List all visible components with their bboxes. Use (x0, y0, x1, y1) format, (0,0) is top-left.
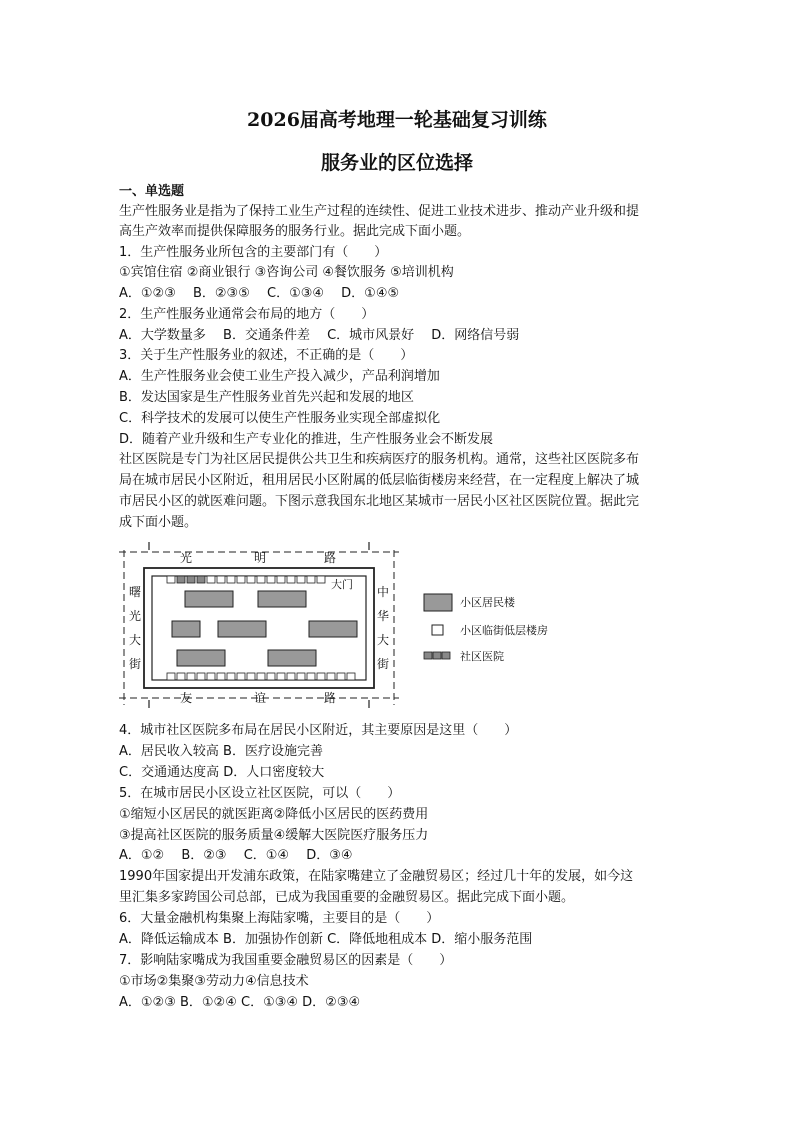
road-left-char-1: 曙 (129, 585, 142, 599)
question-4-options-ab: A．居民收入较高 B．医疗设施完善 (119, 744, 323, 759)
legend-swatch-hospital (424, 652, 450, 659)
road-right-char-4: 街 (377, 657, 390, 671)
question-1-items: ①宾馆住宿 ②商业银行 ③咨询公司 ④餐饮服务 ⑤培训机构 (119, 265, 454, 280)
road-left-char-3: 大 (129, 633, 142, 647)
road-bottom-char-3: 路 (324, 691, 337, 705)
page-title: 2026届高考地理一轮基础复习训练 (247, 109, 547, 131)
road-bottom-char-2: 谊 (254, 691, 267, 705)
road-left-char-2: 光 (129, 609, 142, 623)
question-7-options: A．①②③ B．①②④ C．①③④ D．②③④ (119, 995, 361, 1010)
question-3-option-c: C．科学技术的发展可以使生产性服务业实现全部虚拟化 (119, 411, 441, 426)
road-top-char-2: 明 (254, 551, 267, 565)
road-right-char-3: 大 (377, 633, 390, 647)
gate-label: 大门 (331, 579, 353, 591)
question-2-options: A．大学数量多 B．交通条件差 C．城市风景好 D．网络信号弱 (119, 328, 520, 343)
road-bottom-char-1: 友 (180, 691, 193, 705)
question-3: 3．关于生产性服务业的叙述，不正确的是（ ） (119, 348, 414, 363)
question-4-options-cd: C．交通通达度高 D．人口密度较大 (119, 765, 325, 780)
passage-3-line-2: 里汇集多家跨国公司总部，已成为我国重要的金融贸易区。据此完成下面小题。 (119, 890, 575, 905)
passage-1-line-2: 高生产效率而提供保障服务的服务行业。据此完成下面小题。 (119, 224, 471, 239)
question-1: 1．生产性服务业所包含的主要部门有（ ） (119, 245, 388, 260)
legend-label-residential: 小区居民楼 (460, 596, 515, 609)
question-5-items-1: ①缩短小区居民的就医距离②降低小区居民的医药费用 (119, 807, 429, 822)
passage-2-line-3: 市居民小区的就医难问题。下图示意我国东北地区某城市一居民小区社区医院位置。据此完 (119, 494, 640, 509)
road-right-char-1: 中 (377, 585, 390, 599)
question-7: 7．影响陆家嘴成为我国重要金融贸易区的因素是（ ） (119, 953, 453, 968)
question-6-options: A．降低运输成本 B．加强协作创新 C．降低地租成本 D．缩小服务范围 (119, 932, 533, 947)
legend-label-hospital: 社区医院 (460, 650, 504, 663)
question-5-options: A．①② B．②③ C．①④ D．③④ (119, 848, 353, 863)
legend-swatch-residential (424, 594, 452, 611)
page-subtitle: 服务业的区位选择 (320, 152, 473, 174)
passage-2-line-2: 局在城市居民小区附近，租用居民小区附属的低层临街楼房来经营，在一定程度上解决了城 (119, 473, 640, 488)
street-front-buildings-bottom (167, 673, 355, 680)
road-top-char-1: 光 (180, 551, 193, 565)
question-5-items-2: ③提高社区医院的服务质量④缓解大医院医疗服务压力 (119, 828, 429, 843)
passage-2-line-4: 成下面小题。 (119, 515, 198, 530)
question-6: 6．大量金融机构集聚上海陆家嘴，主要目的是（ ） (119, 911, 440, 926)
question-3-option-a: A．生产性服务业会使工业生产投入减少，产品利润增加 (119, 369, 440, 384)
road-right-char-2: 华 (377, 609, 390, 623)
question-3-option-d: D．随着产业升级和生产专业化的推进，生产性服务业会不断发展 (119, 432, 494, 447)
road-left-char-4: 街 (129, 657, 142, 671)
legend-label-low-rise: 小区临街低层楼房 (460, 624, 548, 637)
passage-3-line-1: 1990年国家提出开发浦东政策，在陆家嘴建立了金融贸易区；经过几十年的发展，如今这 (119, 869, 634, 884)
passage-2-line-1: 社区医院是专门为社区居民提供公共卫生和疾病医疗的服务机构。通常，这些社区医院多布 (119, 452, 640, 467)
question-4: 4．城市社区医院多布局在居民小区附近，其主要原因是这里（ ） (119, 723, 518, 738)
passage-1-line-1: 生产性服务业是指为了保持工业生产过程的连续性、促进工业技术进步、推动产业升级和提 (119, 204, 640, 219)
road-top-char-3: 路 (324, 551, 337, 565)
community-hospital-map (119, 540, 559, 710)
question-2: 2．生产性服务业通常会布局的地方（ ） (119, 307, 375, 322)
question-3-option-b: B．发达国家是生产性服务业首先兴起和发展的地区 (119, 390, 414, 405)
legend-swatch-low-rise (432, 625, 443, 635)
question-1-options: A．①②③ B．②③⑤ C．①③④ D．①④⑤ (119, 286, 400, 301)
section-heading: 一、单选题 (119, 184, 185, 199)
question-7-items: ①市场②集聚③劳动力④信息技术 (119, 974, 309, 989)
question-5: 5．在城市居民小区设立社区医院，可以（ ） (119, 786, 401, 801)
